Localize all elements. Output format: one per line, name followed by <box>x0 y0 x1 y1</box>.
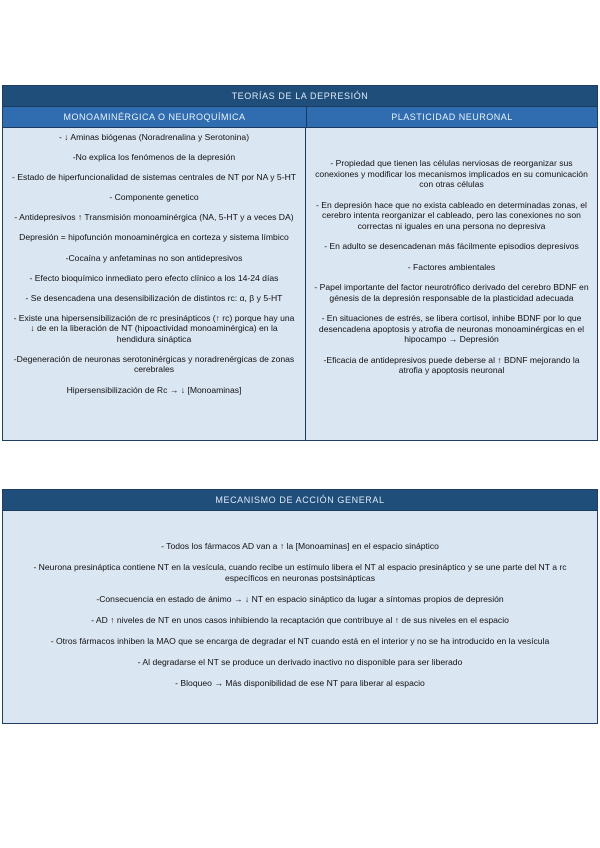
list-item: - Efecto bioquímico inmediato pero efecto clínico a los 14-24 días <box>29 272 279 283</box>
list-item: - Antidepresivos ↑ Transmisión monoaminérgica (NA, 5-HT y a veces DA) <box>14 212 294 223</box>
teorias-title: TEORÍAS DE LA DEPRESIÓN <box>3 86 597 107</box>
list-item: - Al degradarse el NT se produce un derivado inactivo no disponible para ser liberado <box>137 656 463 667</box>
mecanismo-table <box>2 489 598 724</box>
list-item: Depresión = hipofunción monoaminérgica en corteza y sistema límbico <box>19 232 289 243</box>
list-item: - En situaciones de estrés, se libera cortisol, inhibe BDNF por lo que desencadena apoptosis y atrofia de neuronas monoaminérgicas en el hipocampo → Depresión <box>318 313 585 344</box>
plasticidad-column <box>306 128 597 441</box>
monoaminergica-column <box>3 128 306 441</box>
list-item: - Componente genetico <box>109 192 199 203</box>
list-item: - Todos los fármacos AD van a ↑ la [Monoaminas] en el espacio sináptico <box>161 541 439 551</box>
list-item: -Cocaína y anfetaminas no son antidepresivos <box>65 252 243 263</box>
list-item: - ↓ Aminas biógenas (Noradrenalina y Serotonina) <box>58 132 250 142</box>
list-item: -No explica los fenómenos de la depresión <box>72 152 236 163</box>
teorias-table <box>2 85 598 441</box>
monoaminergica-header: MONOAMINÉRGICA O NEUROQUÍMICA <box>3 107 307 127</box>
list-item: - Propiedad que tienen las células nerviosas de reorganizar sus conexiones y modificar los mecanismos implicados en su comunicación con otras células <box>315 158 588 189</box>
list-item: Hipersensibilización de Rc → ↓ [Monoaminas] <box>66 384 242 395</box>
list-item: - En depresión hace que no exista cableado en determinadas zonas, el cerebro intenta reorganizar el cableado, pero las conexiones no son correctas ni iguales en una persona no depresiva <box>316 199 587 231</box>
list-item: - Otros fármacos inhiben la MAO que se encarga de degradar el NT cuando está en el interior y no se ha introducido en la vesícula <box>50 635 550 646</box>
teorias-header-row <box>3 107 597 128</box>
plasticidad-header: PLASTICIDAD NEURONAL <box>307 107 597 127</box>
list-item: - AD ↑ niveles de NT en unos casos inhibiendo la recaptación que contribuye al ↑ de sus niveles en el espacio <box>91 614 509 625</box>
list-item: - Factores ambientales <box>407 261 496 272</box>
list-item: -Eficacia de antidepresivos puede deberse al ↑ BDNF mejorando la atrofia y apoptosis neuronal <box>323 354 580 375</box>
list-item: - Se desencadena una desensibilización de distintos rc: α, β y 5-HT <box>25 292 283 303</box>
list-item: - Neurona presináptica contiene NT en la vesícula, cuando recibe un estímulo libera el NT al espacio presináptico y se une parte del NT a rc específicos en neuronas postsinápticas <box>33 562 567 583</box>
list-item: - En adulto se desencadenan más fácilmente episodios depresivos <box>324 241 579 251</box>
list-item: -Degeneración de neuronas serotoninérgicas y noradrenérgicas de zonas cerebrales <box>13 353 295 375</box>
list-item: - Papel importante del factor neurotrófico derivado del cerebro BDNF en génesis de la depresión responsable de la plasticidad adecuada <box>314 282 589 303</box>
list-item: - Estado de hiperfuncionalidad de sistemas centrales de NT por NA y 5-HT <box>11 172 297 183</box>
list-item: - Bloqueo → Más disponibilidad de ese NT para liberar al espacio <box>175 678 425 689</box>
list-item: -Consecuencia en estado de ánimo → ↓ NT en espacio sináptico da lugar a síntomas propios de depresión <box>96 593 504 604</box>
mecanismo-body <box>3 511 597 689</box>
list-item: - Existe una hipersensibilización de rc presinápticos (↑ rc) porque hay una ↓ de en la liberación de NT (hipoactividad monoaminérgica) en la hendidura sináptica <box>13 312 295 344</box>
teorias-body-row <box>3 128 597 441</box>
mecanismo-title: MECANISMO DE ACCIÓN GENERAL <box>3 490 597 511</box>
